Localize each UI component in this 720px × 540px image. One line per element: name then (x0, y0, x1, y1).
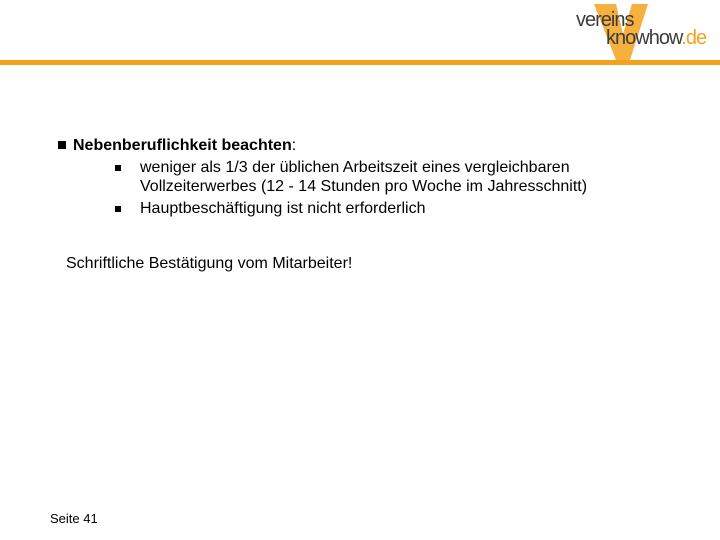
bullet-main-text (73, 136, 296, 155)
slide-content (58, 136, 698, 221)
list-item-text (140, 199, 426, 218)
bullet-main-title-suffix: : (291, 137, 297, 154)
vereinsknowhow-logo (572, 0, 707, 62)
sub-bullet-list (58, 158, 698, 218)
list-item (115, 158, 698, 196)
list-item-line: Vollzeiterwerbes (12 - 14 Stunden pro Woche im Jahresschnitt) (140, 178, 588, 195)
logo-line2: knowhow.de (606, 27, 707, 49)
bullet-main-title: Nebenberuflichkeit beachten (73, 137, 292, 154)
square-bullet-icon (58, 141, 66, 149)
square-bullet-icon (115, 165, 121, 171)
logo-line1: vereins (576, 9, 634, 31)
list-item-text (140, 158, 587, 196)
list-item-line: Hauptbeschäftigung ist nicht erforderlich (140, 200, 426, 217)
bullet-main (58, 136, 698, 155)
list-item (115, 199, 698, 218)
confirmation-note: Schriftliche Bestätigung vom Mitarbeiter! (66, 255, 353, 272)
list-item-line: weniger als 1/3 der üblichen Arbeitszeit eines vergleichbaren (140, 159, 570, 176)
square-bullet-icon (115, 206, 121, 212)
page-number: Seite 41 (50, 511, 98, 526)
